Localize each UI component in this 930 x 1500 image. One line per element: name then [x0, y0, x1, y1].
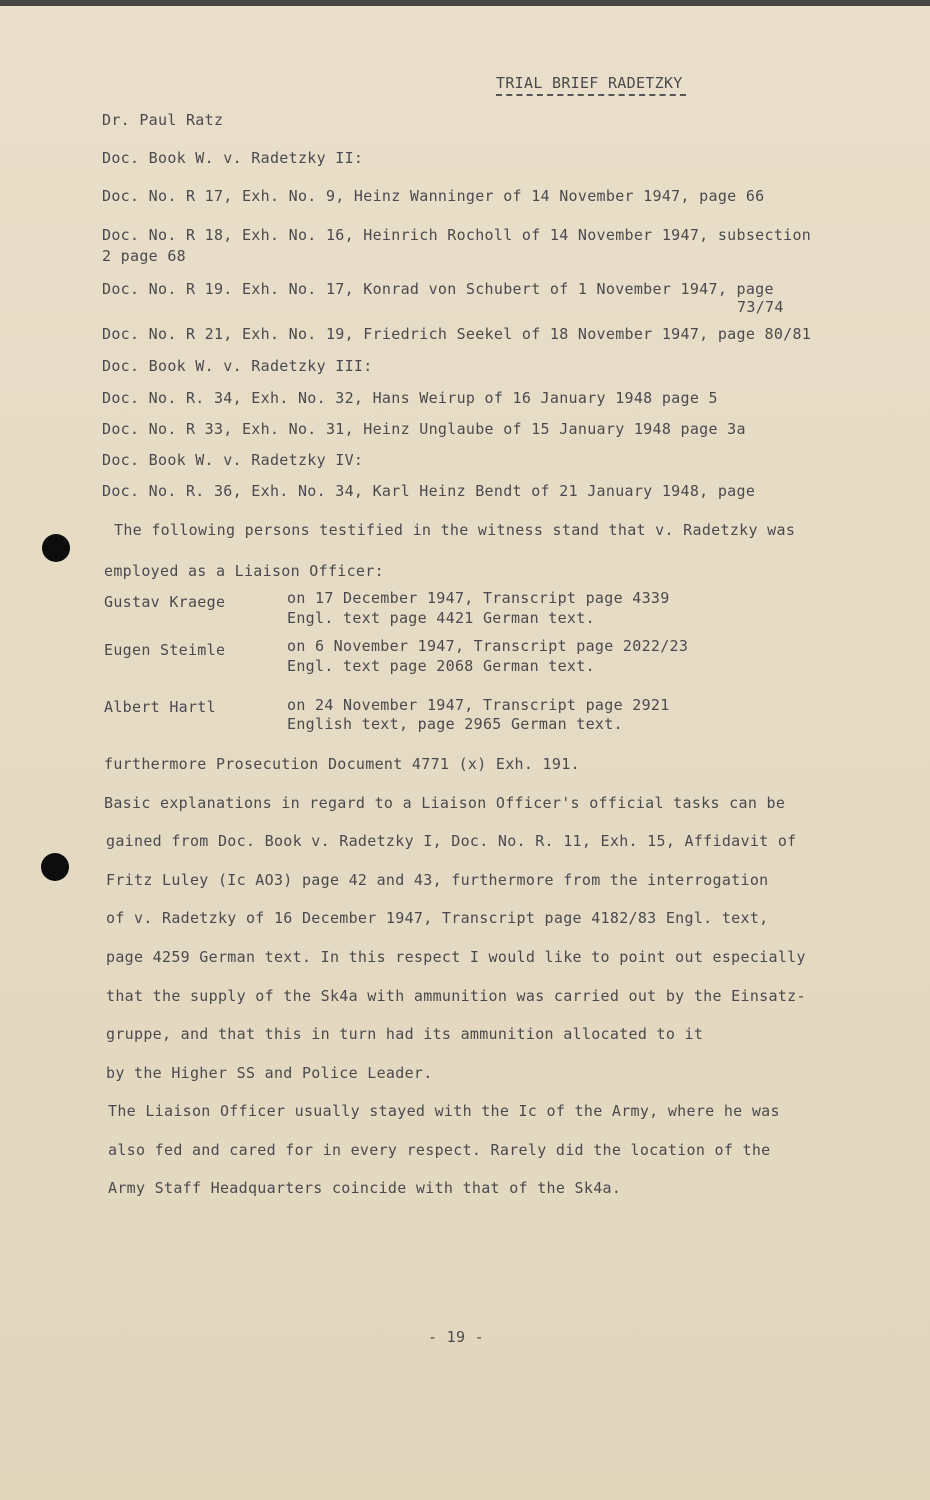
book-3-item: Doc. No. R. 34, Exh. No. 32, Hans Weirup of 16 January 1948 page 5 [102, 389, 718, 407]
witness-testimony: Engl. text page 2068 German text. [287, 657, 595, 675]
punch-hole-top [42, 534, 70, 562]
book-2-item: Doc. No. R 18, Exh. No. 16, Heinrich Rocholl of 14 November 1947, subsection [102, 226, 812, 244]
paragraph-line: page 4259 German text. In this respect I would like to point out especially [106, 948, 806, 966]
book-4-heading: Doc. Book W. v. Radetzky IV: [102, 451, 364, 469]
witness-name: Gustav Kraege [104, 593, 226, 611]
book-3-item: Doc. No. R 33, Exh. No. 31, Heinz Unglaube of 15 January 1948 page 3a [102, 420, 746, 438]
paragraph-line: The Liaison Officer usually stayed with the Ic of the Army, where he was [108, 1102, 780, 1120]
scan-edge [0, 0, 930, 6]
book-2-item: Doc. No. R 17, Exh. No. 9, Heinz Wanninger of 14 November 1947, page 66 [102, 187, 765, 205]
book-2-item: Doc. No. R 19. Exh. No. 17, Konrad von Schubert of 1 November 1947, page [102, 280, 774, 298]
witness-testimony: English text, page 2965 German text. [287, 715, 623, 733]
witness-testimony: on 24 November 1947, Transcript page 2921 [287, 696, 670, 714]
book-2-item-continuation: 73/74 [737, 298, 784, 316]
paragraph-line: Fritz Luley (Ic AO3) page 42 and 43, furthermore from the interrogation [106, 871, 769, 889]
document-header: TRIAL BRIEF RADETZKY [496, 74, 683, 92]
book-2-item-continuation: 2 page 68 [102, 247, 186, 265]
paragraph-line: gruppe, and that this in turn had its ammunition allocated to it [106, 1025, 704, 1043]
prosecution-document-note: furthermore Prosecution Document 4771 (x) Exh. 191. [104, 755, 580, 773]
paragraph-line: of v. Radetzky of 16 December 1947, Transcript page 4182/83 Engl. text, [106, 909, 769, 927]
paragraph-line: by the Higher SS and Police Leader. [106, 1064, 433, 1082]
witness-testimony: on 6 November 1947, Transcript page 2022/23 [287, 637, 689, 655]
witness-intro: employed as a Liaison Officer: [104, 562, 384, 580]
witness-intro: The following persons testified in the witness stand that v. Radetzky was [114, 521, 796, 539]
author-name: Dr. Paul Ratz [102, 111, 224, 129]
punch-hole-bottom [41, 853, 69, 881]
witness-name: Albert Hartl [104, 698, 216, 716]
book-2-heading: Doc. Book W. v. Radetzky II: [102, 149, 364, 167]
paragraph-line: Army Staff Headquarters coincide with that of the Sk4a. [108, 1179, 622, 1197]
witness-testimony: on 17 December 1947, Transcript page 4339 [287, 589, 670, 607]
witness-testimony: Engl. text page 4421 German text. [287, 609, 595, 627]
paragraph-line: gained from Doc. Book v. Radetzky I, Doc. No. R. 11, Exh. 15, Affidavit of [106, 832, 797, 850]
page-number: - 19 - [428, 1328, 484, 1346]
paragraph-line: Basic explanations in regard to a Liaison Officer's official tasks can be [104, 794, 786, 812]
header-underline [496, 94, 686, 96]
book-2-item: Doc. No. R 21, Exh. No. 19, Friedrich Seekel of 18 November 1947, page 80/81 [102, 325, 812, 343]
paragraph-line: that the supply of the Sk4a with ammunition was carried out by the Einsatz- [106, 987, 806, 1005]
book-3-heading: Doc. Book W. v. Radetzky III: [102, 357, 373, 375]
witness-name: Eugen Steimle [104, 641, 226, 659]
paragraph-line: also fed and cared for in every respect. Rarely did the location of the [108, 1141, 771, 1159]
book-4-item: Doc. No. R. 36, Exh. No. 34, Karl Heinz Bendt of 21 January 1948, page [102, 482, 756, 500]
